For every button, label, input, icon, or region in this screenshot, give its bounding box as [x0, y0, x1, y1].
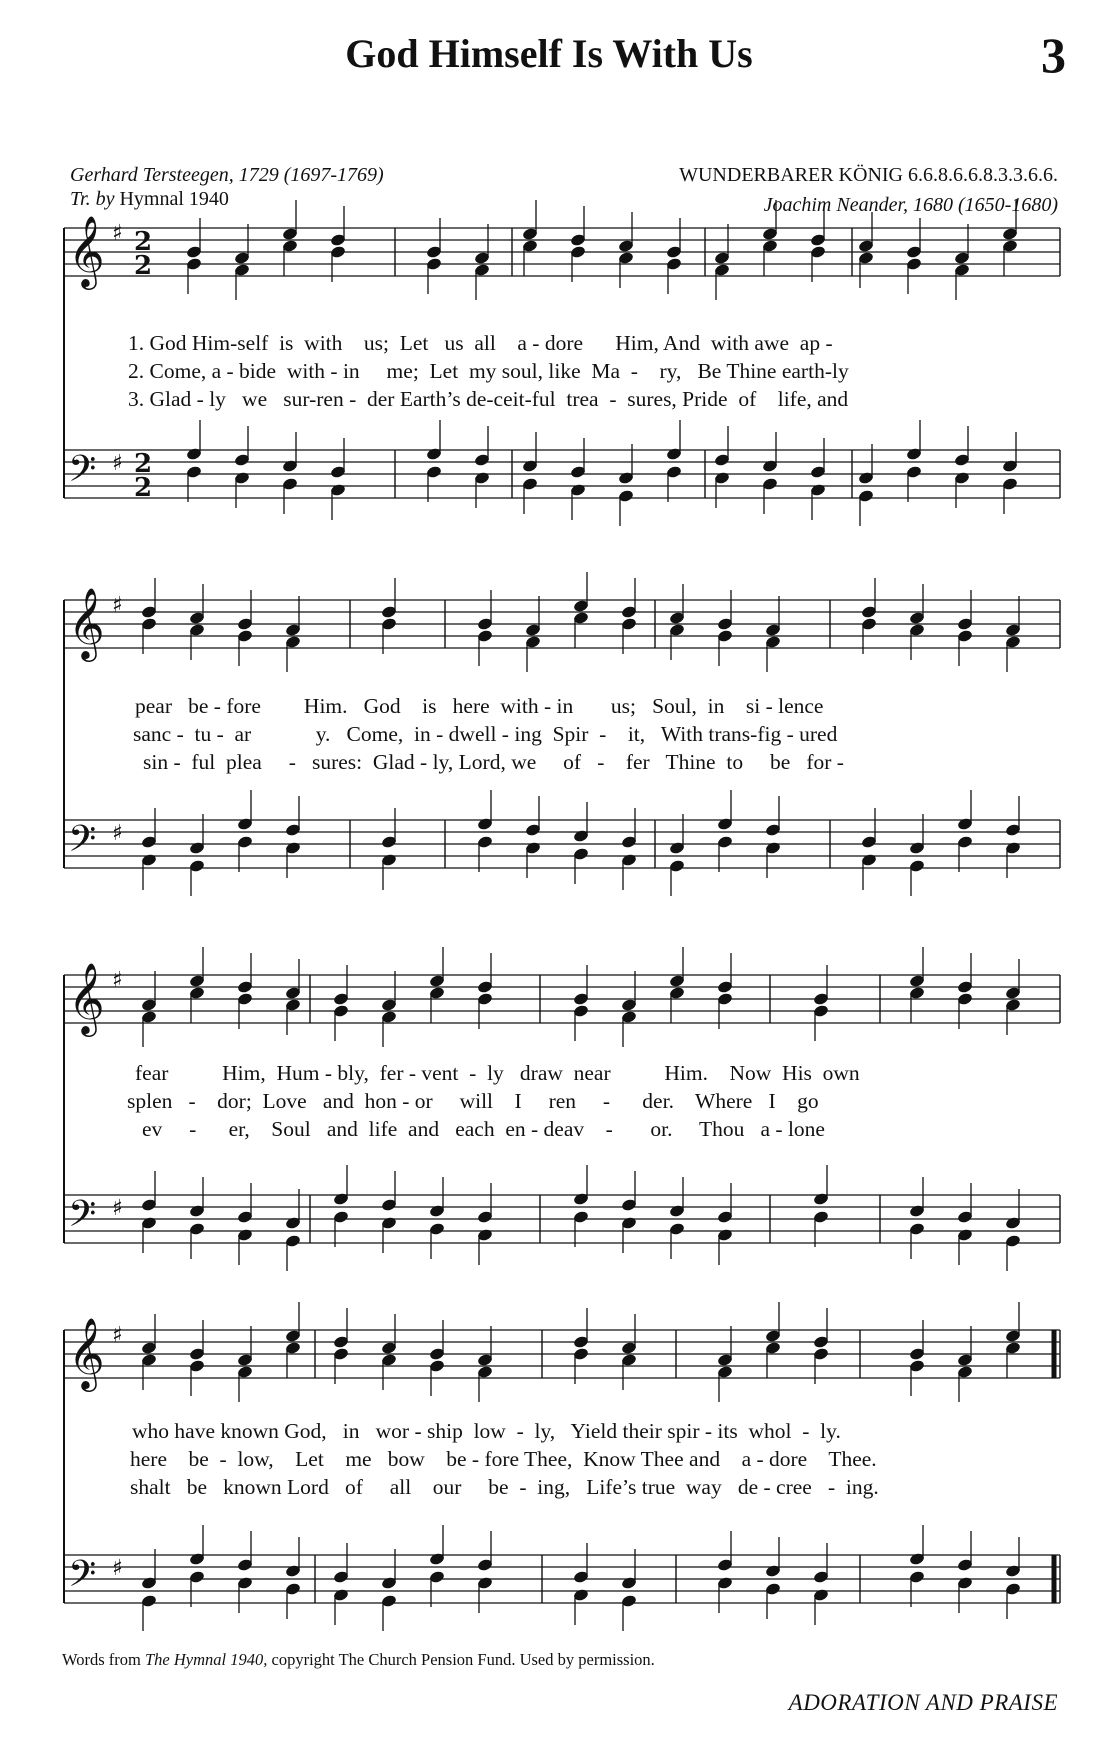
footer-book: The Hymnal 1940,	[145, 1650, 268, 1669]
bass-clef: 𝄢	[68, 818, 97, 869]
lyric-line: here be - low, Let me bow be - fore Thee, Know Thee and a - dore Thee.	[130, 1447, 877, 1471]
key-sharp: ♯	[112, 593, 123, 618]
key-sharp: ♯	[112, 821, 123, 846]
lyric-line: 2. Come, a - bide with - in me; Let my soul, like Ma - ry, Be Thine earth-ly	[128, 359, 849, 383]
lyric-line: sanc - tu - ar y. Come, in - dwell - ing Spir - it, With trans-fig - ured	[133, 722, 838, 746]
hymn-title: God Himself Is With Us	[345, 31, 753, 76]
section-heading: ADORATION AND PRAISE	[788, 1690, 1058, 1715]
bass-clef: 𝄢	[68, 1193, 97, 1244]
hymn-number: 3	[1041, 27, 1066, 83]
time-signature: 2	[134, 449, 153, 479]
treble-clef: 𝄞	[68, 586, 105, 659]
lyric-line: 1. God Him-self is with us; Let us all a - dore Him, And with awe ap -	[128, 331, 833, 355]
key-sharp: ♯	[112, 1556, 123, 1581]
treble-clef: 𝄞	[68, 214, 105, 287]
time-signature: 2	[134, 251, 153, 281]
key-sharp: ♯	[112, 451, 123, 476]
lyric-line: splen - dor; Love and hon - or will I ren - der. Where I go	[127, 1089, 819, 1113]
copyright-footer	[62, 1650, 655, 1670]
tune-credit: WUNDERBARER KÖNIG 6.6.8.6.6.8.3.3.6.6.	[679, 164, 1058, 186]
lyric-line: sin - ful plea - sures: Glad - ly, Lord, we of - fer Thine to be for -	[143, 750, 844, 774]
treble-clef: 𝄞	[68, 1316, 105, 1389]
author-credit: Gerhard Tersteegen, 1729 (1697-1769)	[70, 164, 384, 186]
key-sharp: ♯	[112, 1323, 123, 1348]
time-signature: 2	[134, 473, 153, 503]
lyric-line: pear be - fore Him. God is here with - in us; Soul, in si - lence	[135, 694, 824, 718]
bass-clef: 𝄢	[68, 1553, 97, 1604]
key-sharp: ♯	[112, 221, 123, 246]
bass-clef: 𝄢	[68, 448, 97, 499]
composer-credit: Joachim Neander, 1680 (1650-1680)	[763, 194, 1058, 216]
key-sharp: ♯	[112, 1196, 123, 1221]
lyric-line: shalt be known Lord of all our be - ing, Life’s true way de - cree - ing.	[130, 1475, 879, 1499]
treble-clef: 𝄞	[68, 961, 105, 1034]
footer-prefix: Words from	[62, 1650, 141, 1669]
lyric-line: fear Him, Hum - bly, fer - vent - ly draw near Him. Now His own	[135, 1061, 860, 1085]
lyric-line: 3. Glad - ly we sur-ren - der Earth’s de-ceit-ful trea - sures, Pride of life, and	[128, 387, 849, 411]
translator-prefix: Tr. by	[70, 188, 115, 210]
translator-name: Hymnal 1940	[119, 188, 229, 210]
footer-suffix: copyright The Church Pension Fund. Used by permission.	[271, 1650, 655, 1669]
lyric-line: ev - er, Soul and life and each en - deav - or. Thou a - lone	[142, 1117, 825, 1141]
lyric-line: who have known God, in wor - ship low - ly, Yield their spir - its whol - ly.	[132, 1419, 841, 1443]
time-signature: 2	[134, 227, 153, 257]
key-sharp: ♯	[112, 968, 123, 993]
